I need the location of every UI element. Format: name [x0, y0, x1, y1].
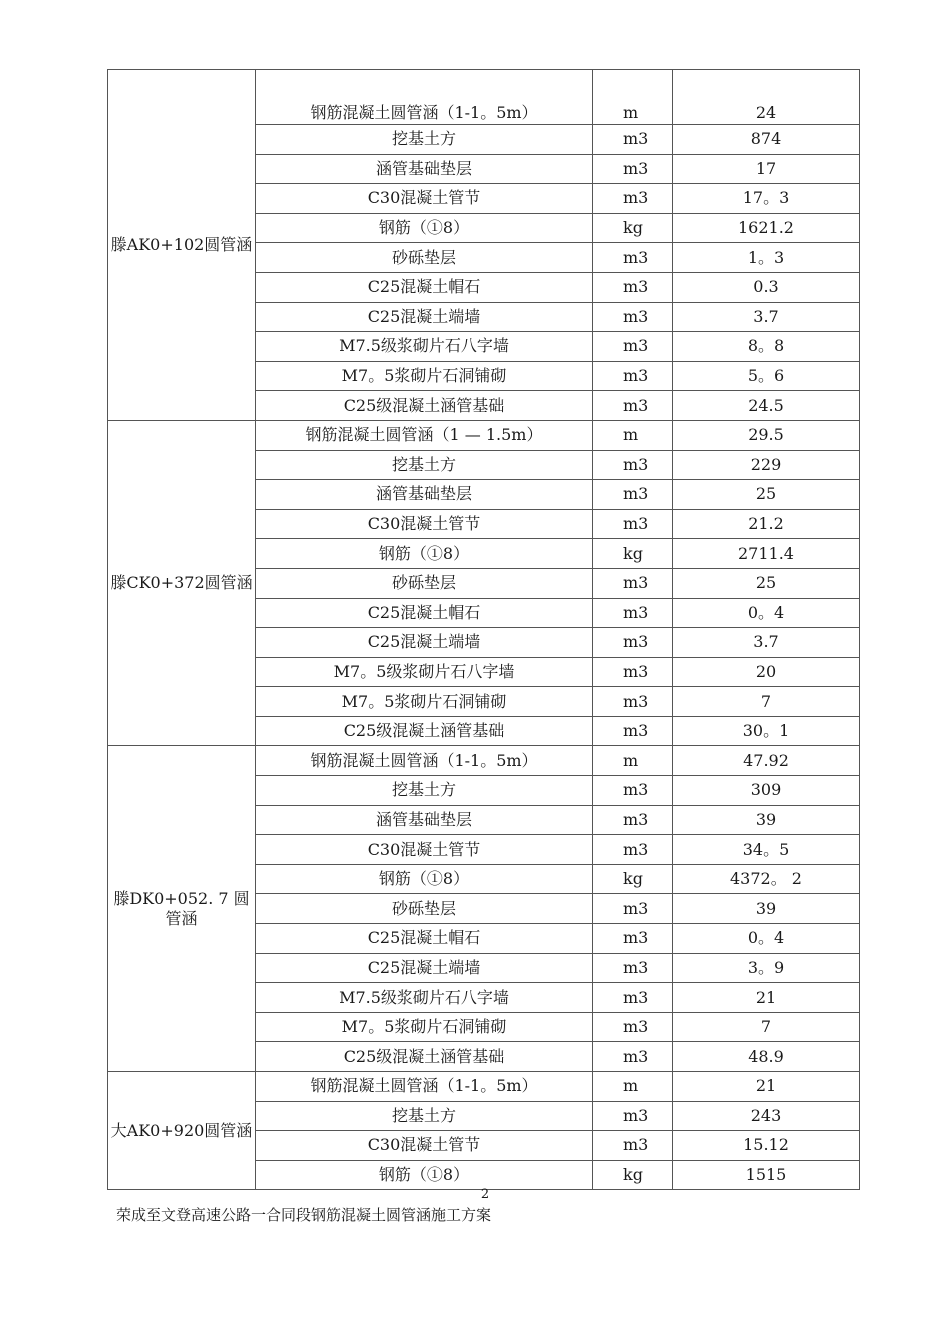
item-name-cell: 涵管基础垫层 — [256, 480, 593, 510]
unit-cell: m3 — [593, 243, 673, 273]
quantity-cell: 17。3 — [673, 184, 860, 214]
item-name-cell: C25级混凝土涵管基础 — [256, 1042, 593, 1072]
item-name-cell: 挖基土方 — [256, 125, 593, 155]
quantity-cell: 34。5 — [673, 835, 860, 865]
unit-cell: kg — [593, 539, 673, 569]
item-name-cell: M7。5浆砌片石洞铺砌 — [256, 361, 593, 391]
unit-cell: m3 — [593, 894, 673, 924]
quantity-cell: 1。3 — [673, 243, 860, 273]
item-name-cell: M7。5级浆砌片石八字墙 — [256, 657, 593, 687]
item-name-cell: M7。5浆砌片石洞铺砌 — [256, 687, 593, 717]
quantity-cell: 243 — [673, 1101, 860, 1131]
quantity-table — [107, 69, 860, 1190]
item-name-cell: C30混凝土管节 — [256, 835, 593, 865]
quantity-cell: 3.7 — [673, 302, 860, 332]
quantity-cell: 30。1 — [673, 716, 860, 746]
unit-cell: m — [593, 1072, 673, 1102]
quantity-cell: 1515 — [673, 1160, 860, 1190]
item-name-cell: 钢筋（①8） — [256, 539, 593, 569]
item-name-cell: 钢筋混凝土圆管涵（1 — 1.5m） — [256, 420, 593, 450]
item-name-cell: 钢筋（①8） — [256, 864, 593, 894]
quantity-cell: 0.3 — [673, 272, 860, 302]
item-name-cell: C25混凝土帽石 — [256, 924, 593, 954]
section-name-cell: 滕DK0+052. 7 圆管涵 — [108, 746, 256, 1072]
quantity-cell: 17 — [673, 154, 860, 184]
item-name-cell: 钢筋混凝土圆管涵（1-1。5m） — [256, 1072, 593, 1102]
quantity-cell: 21.2 — [673, 509, 860, 539]
quantity-cell: 874 — [673, 125, 860, 155]
unit-cell: m3 — [593, 687, 673, 717]
item-name-cell: C25混凝土端墙 — [256, 628, 593, 658]
table-row — [108, 420, 860, 450]
unit-cell: kg — [593, 1160, 673, 1190]
unit-cell: m3 — [593, 776, 673, 806]
document-footer-title: 荣成至文登高速公路一合同段钢筋混凝土圆管涵施工方案 — [116, 1206, 492, 1224]
unit-cell: kg — [593, 213, 673, 243]
unit-cell: m3 — [593, 1042, 673, 1072]
item-name-cell: C30混凝土管节 — [256, 1131, 593, 1161]
quantity-cell: 21 — [673, 1072, 860, 1102]
unit-cell: m3 — [593, 805, 673, 835]
item-name-cell: M7.5级浆砌片石八字墙 — [256, 983, 593, 1013]
quantity-cell: 24.5 — [673, 391, 860, 421]
unit-cell: m3 — [593, 480, 673, 510]
unit-cell: m3 — [593, 835, 673, 865]
item-name-cell: 钢筋（①8） — [256, 1160, 593, 1190]
unit-cell: m3 — [593, 450, 673, 480]
item-name-cell: C25混凝土帽石 — [256, 272, 593, 302]
unit-cell: m3 — [593, 657, 673, 687]
item-name-cell: C30混凝土管节 — [256, 184, 593, 214]
unit-cell: m3 — [593, 125, 673, 155]
unit-cell: m3 — [593, 924, 673, 954]
table-row — [108, 746, 860, 776]
quantity-cell: 25 — [673, 568, 860, 598]
quantity-cell: 229 — [673, 450, 860, 480]
unit-cell: m3 — [593, 332, 673, 362]
quantity-cell: 39 — [673, 894, 860, 924]
item-name-cell: 涵管基础垫层 — [256, 154, 593, 184]
quantity-cell: 7 — [673, 1012, 860, 1042]
item-name-cell: 挖基土方 — [256, 776, 593, 806]
page-number: 2 — [480, 1187, 490, 1202]
quantity-table-body — [108, 70, 860, 1190]
unit-cell: m3 — [593, 154, 673, 184]
unit-cell: m3 — [593, 391, 673, 421]
quantity-cell: 21 — [673, 983, 860, 1013]
unit-cell: m3 — [593, 184, 673, 214]
quantity-cell: 29.5 — [673, 420, 860, 450]
item-name-cell: 砂砾垫层 — [256, 894, 593, 924]
unit-cell: m3 — [593, 302, 673, 332]
item-name-cell: 钢筋混凝土圆管涵（1-1。5m） — [256, 746, 593, 776]
item-name-cell: 钢筋（①8） — [256, 213, 593, 243]
item-name-cell: C25级混凝土涵管基础 — [256, 391, 593, 421]
unit-cell: m3 — [593, 272, 673, 302]
item-name-cell: M7.5级浆砌片石八字墙 — [256, 332, 593, 362]
quantity-cell: 2711.4 — [673, 539, 860, 569]
item-name-cell: C25级混凝土涵管基础 — [256, 716, 593, 746]
quantity-cell: 5。6 — [673, 361, 860, 391]
quantity-cell: 309 — [673, 776, 860, 806]
item-name-cell: M7。5浆砌片石洞铺砌 — [256, 1012, 593, 1042]
quantity-cell: 25 — [673, 480, 860, 510]
unit-cell: m3 — [593, 1131, 673, 1161]
quantity-cell: 3.7 — [673, 628, 860, 658]
item-name-cell: C25混凝土帽石 — [256, 598, 593, 628]
quantity-cell: 3。9 — [673, 953, 860, 983]
unit-cell: m — [593, 420, 673, 450]
quantity-cell: 8。8 — [673, 332, 860, 362]
item-name-cell: C25混凝土端墙 — [256, 953, 593, 983]
unit-cell: m3 — [593, 1101, 673, 1131]
unit-cell: m3 — [593, 716, 673, 746]
quantity-cell: 20 — [673, 657, 860, 687]
section-name-cell: 滕AK0+102圆管涵 — [108, 70, 256, 421]
unit-cell: m3 — [593, 509, 673, 539]
unit-cell: m3 — [593, 628, 673, 658]
quantity-cell: 15.12 — [673, 1131, 860, 1161]
quantity-cell: 7 — [673, 687, 860, 717]
quantity-cell: 0。4 — [673, 598, 860, 628]
item-name-cell: 砂砾垫层 — [256, 243, 593, 273]
unit-cell: m — [593, 70, 673, 125]
section-name-cell: 大AK0+920圆管涵 — [108, 1072, 256, 1190]
item-name-cell: 砂砾垫层 — [256, 568, 593, 598]
section-name-cell: 滕CK0+372圆管涵 — [108, 420, 256, 746]
item-name-cell: 涵管基础垫层 — [256, 805, 593, 835]
quantity-cell: 24 — [673, 70, 860, 125]
table-row — [108, 1072, 860, 1102]
quantity-cell: 48.9 — [673, 1042, 860, 1072]
unit-cell: kg — [593, 864, 673, 894]
unit-cell: m3 — [593, 1012, 673, 1042]
quantity-cell: 4372。 2 — [673, 864, 860, 894]
table-row — [108, 70, 860, 125]
unit-cell: m3 — [593, 953, 673, 983]
quantity-cell: 39 — [673, 805, 860, 835]
unit-cell: m3 — [593, 983, 673, 1013]
unit-cell: m3 — [593, 361, 673, 391]
item-name-cell: C30混凝土管节 — [256, 509, 593, 539]
unit-cell: m3 — [593, 568, 673, 598]
unit-cell: m3 — [593, 598, 673, 628]
item-name-cell: 钢筋混凝土圆管涵（1-1。5m） — [256, 70, 593, 125]
quantity-cell: 47.92 — [673, 746, 860, 776]
quantity-cell: 1621.2 — [673, 213, 860, 243]
item-name-cell: C25混凝土端墙 — [256, 302, 593, 332]
quantity-cell: 0。4 — [673, 924, 860, 954]
item-name-cell: 挖基土方 — [256, 1101, 593, 1131]
unit-cell: m — [593, 746, 673, 776]
item-name-cell: 挖基土方 — [256, 450, 593, 480]
